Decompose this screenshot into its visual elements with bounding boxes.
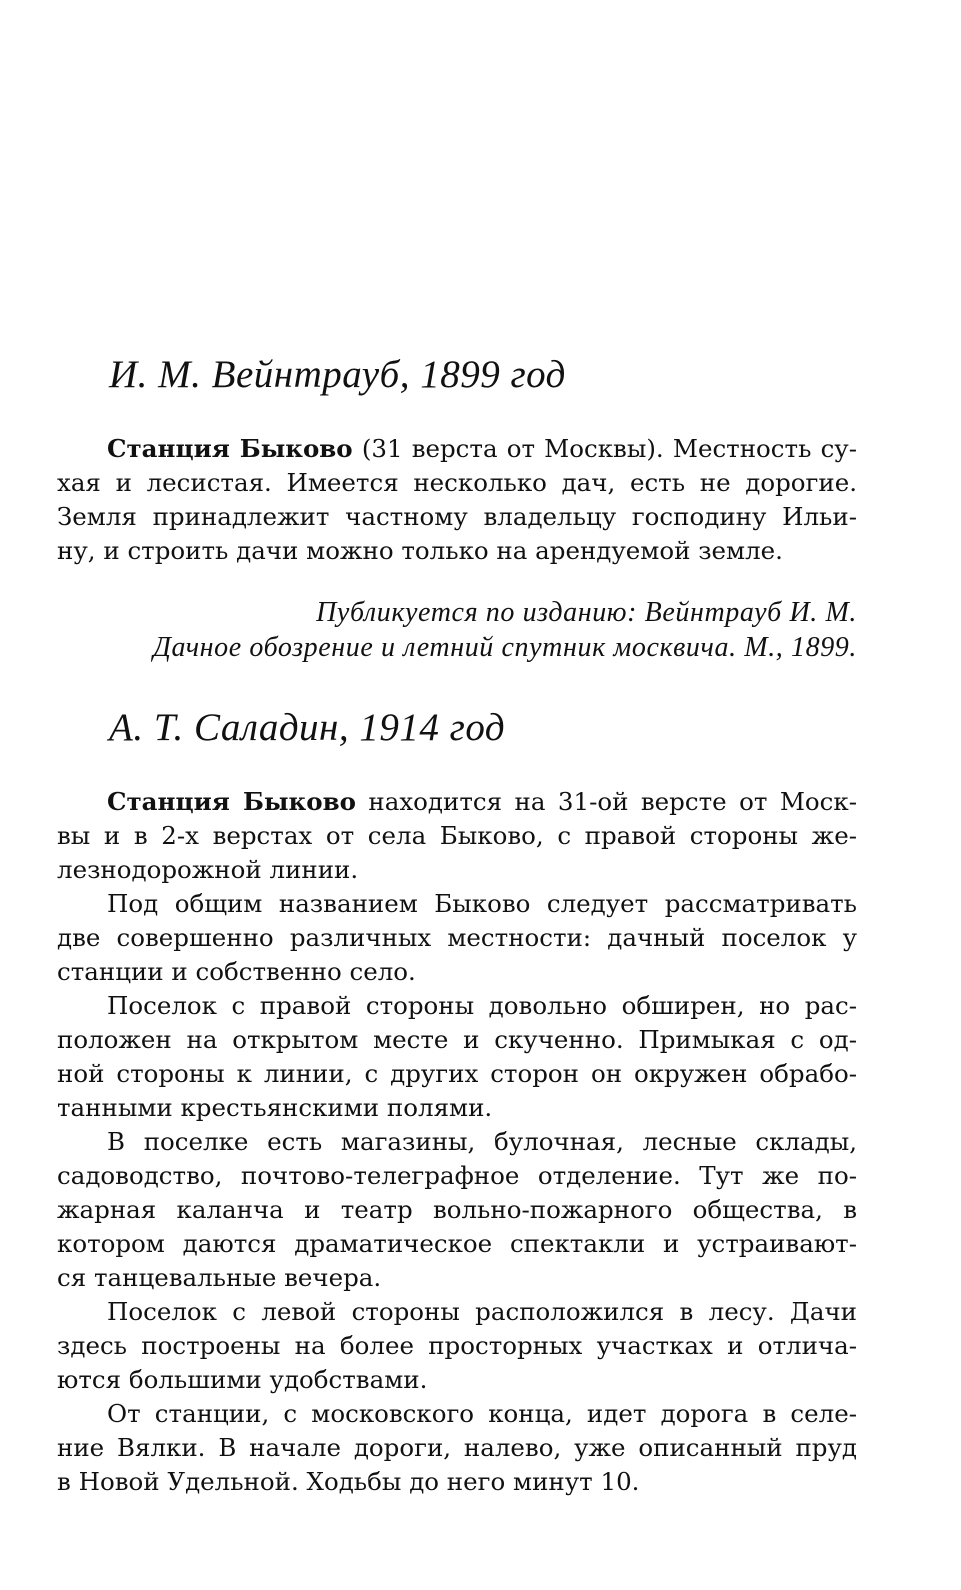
text-line: жарная каланча и театр вольно-пожарного общества, в bbox=[57, 1195, 857, 1224]
text-line: ние Вялки. В начале дороги, налево, уже описанный пруд bbox=[57, 1433, 857, 1462]
text-line: танными крестьянскими полями. bbox=[57, 1093, 493, 1122]
paragraph-saladin-4 bbox=[57, 1125, 857, 1295]
text-line: хая и лесистая. Имеется несколько дач, есть не дорогие. bbox=[57, 468, 857, 497]
section-heading-veintraub: И. М. Вейнтрауб, 1899 год bbox=[109, 353, 566, 396]
text-line: вы и в 2-х верстах от села Быково, с правой стороны же- bbox=[57, 821, 857, 850]
paragraph-veintraub-1 bbox=[57, 432, 857, 568]
text-line: Под общим названием Быково следует рассматривать bbox=[107, 889, 857, 918]
lead-term: Станция Быково bbox=[107, 787, 356, 816]
text-line: здесь построены на более просторных участках и отлича- bbox=[57, 1331, 857, 1360]
text-line: От станции, с московского конца, идет дорога в селе- bbox=[107, 1399, 857, 1428]
paragraph-saladin-5 bbox=[57, 1295, 857, 1397]
text-line: В поселке есть магазины, булочная, лесные склады, bbox=[107, 1127, 857, 1156]
text-line: Станция Быково (31 верста от Москвы). Местность су- bbox=[107, 434, 857, 463]
source-citation bbox=[57, 595, 857, 665]
lead-term: Станция Быково bbox=[107, 434, 353, 463]
text-line: ются большими удобствами. bbox=[57, 1365, 428, 1394]
text-line: ну, и строить дачи можно только на арендуемой земле. bbox=[57, 536, 783, 565]
text-line: Поселок с левой стороны расположился в лесу. Дачи bbox=[107, 1297, 857, 1326]
text-line: садоводство, почтово-телеграфное отделение. Тут же по- bbox=[57, 1161, 857, 1190]
section-heading-saladin: А. Т. Саладин, 1914 год bbox=[109, 706, 506, 749]
book-page bbox=[57, 340, 857, 1499]
text-line: котором даются драматическое спектакли и устраивают- bbox=[57, 1229, 857, 1258]
paragraph-saladin-2 bbox=[57, 887, 857, 989]
source-line: Дачное обозрение и летний спутник москвича. М., 1899. bbox=[153, 632, 857, 663]
paragraph-saladin-3 bbox=[57, 989, 857, 1125]
text-line: положен на открытом месте и скученно. Примыкая с од- bbox=[57, 1025, 857, 1054]
paragraph-saladin-6 bbox=[57, 1397, 857, 1499]
source-line: Публикуется по изданию: Вейнтрауб И. М. bbox=[316, 597, 857, 628]
text-line: две совершенно различных местности: дачный поселок у bbox=[57, 923, 857, 952]
paragraph-saladin-1 bbox=[57, 785, 857, 887]
text-line: Станция Быково находится на 31-ой версте от Моск- bbox=[107, 787, 857, 816]
text-line: Земля принадлежит частному владельцу господину Ильи- bbox=[57, 502, 857, 531]
text-line: Поселок с правой стороны довольно обширен, но рас- bbox=[107, 991, 857, 1020]
text-line: ной стороны к линии, с других сторон он окружен обрабо- bbox=[57, 1059, 857, 1088]
text-line: станции и собственно село. bbox=[57, 957, 416, 986]
text-line: в Новой Удельной. Ходьбы до него минут 10. bbox=[57, 1467, 640, 1496]
text-line: лезнодорожной линии. bbox=[57, 855, 359, 884]
text-line: ся танцевальные вечера. bbox=[57, 1263, 382, 1292]
